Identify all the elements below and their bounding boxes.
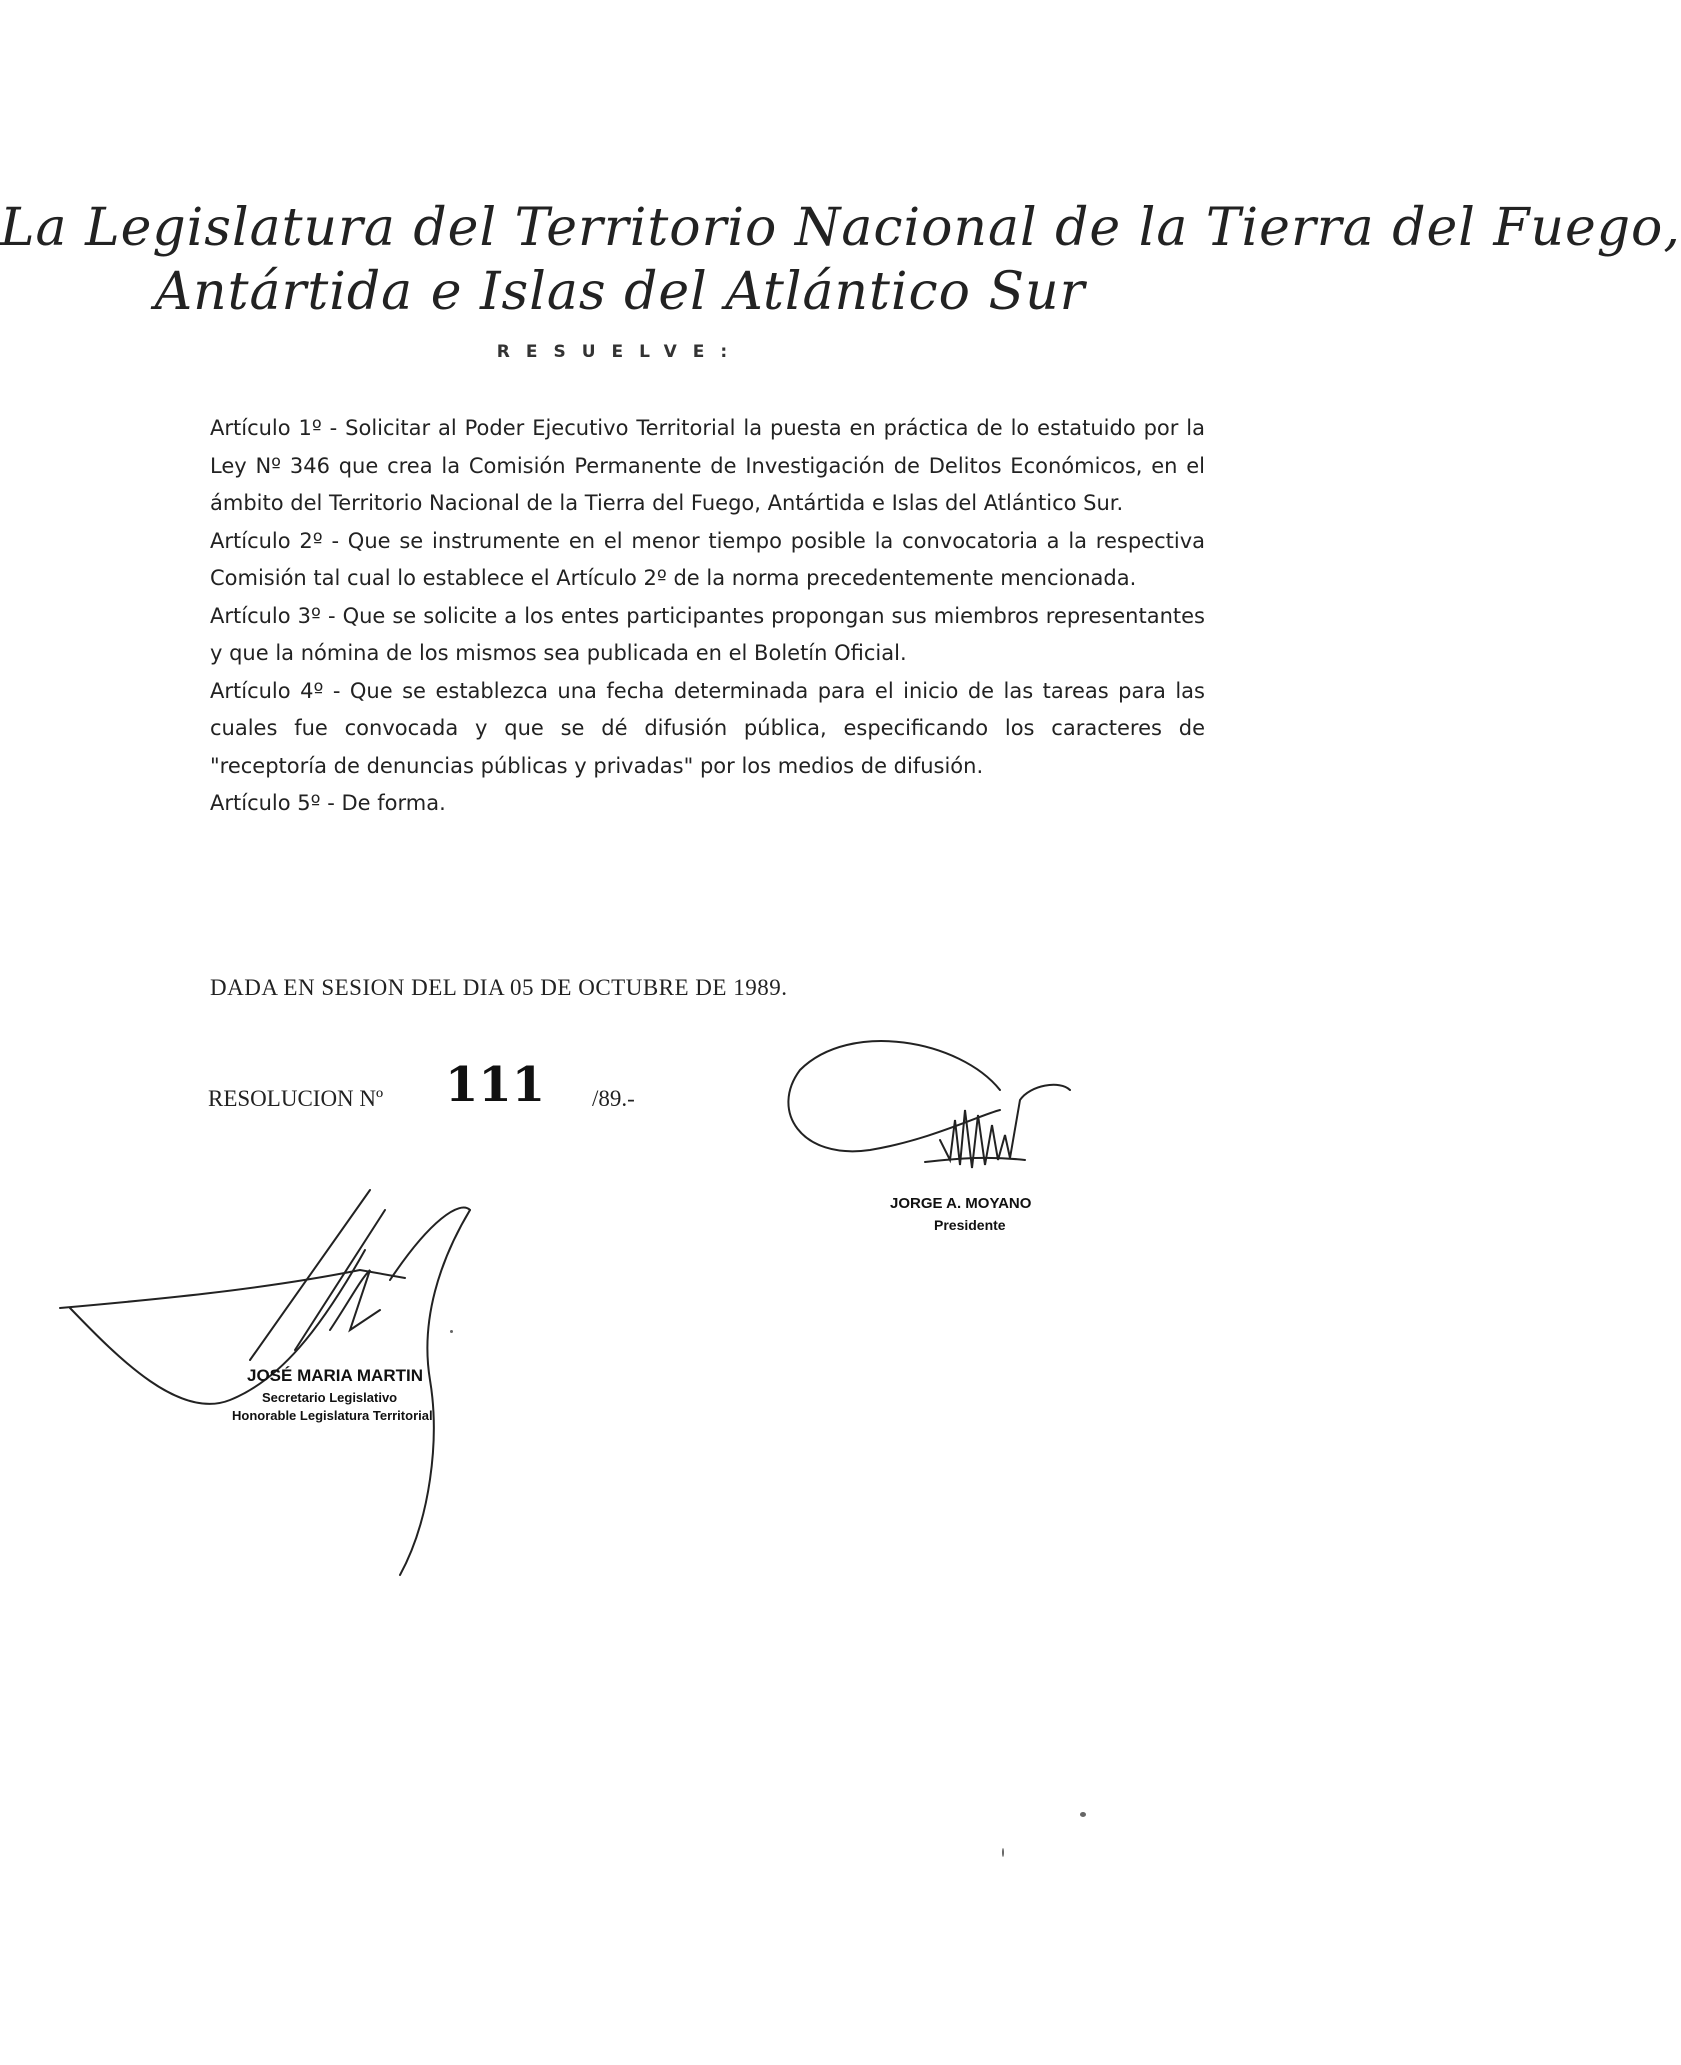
scan-speck [1080,1812,1086,1817]
resolution-year: /89.- [592,1086,635,1111]
secretary-institution: Honorable Legislatura Territorial [232,1408,433,1423]
legislature-header-line2: Antártida e Islas del Atlántico Sur [154,262,1086,322]
moyano-signature-underline [925,1158,1025,1162]
article-text: - Que se establezca una fecha determinada para el inicio de las tareas para las cuales fue convocada y que se dé difusión pública, especificando los caracteres de "receptoría de denuncias públicas y privadas" por los medios de difusión. [210,678,1205,778]
session-date: DADA EN SESION DEL DIA 05 DE OCTUBRE DE 1989. [210,975,788,1000]
article-label: Artículo 4º [210,678,324,703]
article-label: Artículo 2º [210,528,323,553]
resolution-number: 111 [445,1057,546,1113]
secretary-role: Secretario Legislativo [262,1390,398,1405]
article-text: - Que se instrumente en el menor tiempo posible la convocatoria a la respectiva Comisión tal cual lo establece el Artículo 2º de la norma precedentemente mencionada. [210,528,1205,590]
martin-signature-arc [60,1270,405,1308]
legislature-header-line1: La Legislatura del Territorio Nacional de la Tierra del Fuego, [0,198,1681,258]
article-label: Artículo 5º [210,791,321,815]
moyano-signature-scrawl [940,1085,1070,1168]
article-text: - Solicitar al Poder Ejecutivo Territorial la puesta en práctica de lo estatuido por la Ley Nº 346 que crea la Comisión Permanente de Investigación de Delitos Económicos, en el ámbito del Territorio Nacional de la Tierra del Fuego, Antártida e Islas del Atlántico Sur. [210,416,1205,515]
article-label: Artículo 1º [210,416,322,440]
president-name: JORGE A. MOYANO [890,1195,1032,1212]
article-text: - Que se solicite a los entes participantes propongan sus miembros representantes y que la nómina de los mismos sea publicada en el Boletín Oficial. [210,603,1205,665]
scan-speck [1002,1848,1004,1857]
martin-signature-curve [400,1210,470,1575]
resuelve-heading: RESUELVE: [496,342,744,362]
martin-signature-upper [250,1190,470,1360]
article-text: - De forma. [320,791,446,815]
president-role: Presidente [934,1217,1006,1233]
article-label: Artículo 3º [210,603,321,628]
scan-speck [450,1330,453,1333]
secretary-name: JOSÉ MARIA MARTIN [247,1366,423,1385]
resolution-label: RESOLUCION Nº [208,1086,384,1111]
